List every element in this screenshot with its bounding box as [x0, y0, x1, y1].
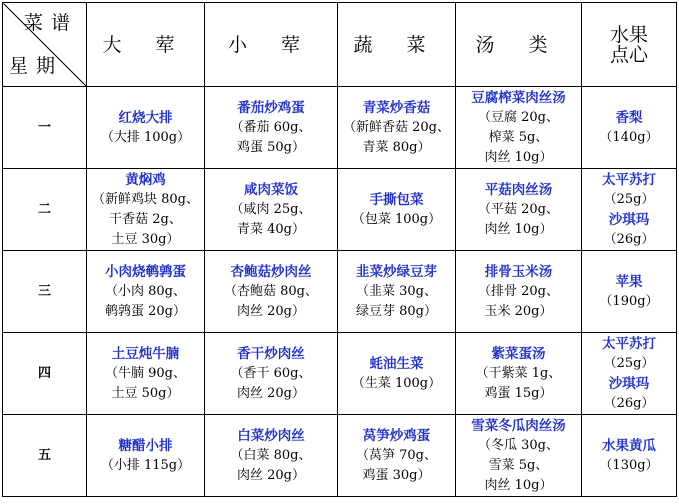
- soup-cell: [456, 251, 582, 333]
- soup-cell: [456, 415, 582, 497]
- ingredient-line: 青菜 80g）: [362, 139, 431, 155]
- ingredient-line: 玉米 20g）: [484, 303, 553, 319]
- column-header-main-meat: 大 荤: [87, 3, 205, 87]
- day-row: [3, 251, 677, 333]
- vegetable-cell: [338, 169, 456, 251]
- ingredient-line: （杏鲍菇 80g、: [224, 283, 318, 299]
- dish-name: 莴笋炒鸡蛋: [362, 427, 431, 444]
- fruit-snack-cell: [582, 333, 677, 415]
- dish-name: 红烧大排: [118, 109, 173, 126]
- corner-label-menu: 菜谱: [23, 12, 78, 34]
- day-label: 三: [3, 251, 87, 333]
- ingredient-line: （咸肉 25g、: [230, 201, 312, 217]
- soup-cell: [456, 333, 582, 415]
- ingredient-line: 鸡蛋 15g）: [484, 385, 553, 401]
- ingredient-line: 肉丝 10g）: [484, 149, 553, 165]
- ingredient-line: 鸡蛋 30g）: [362, 467, 431, 483]
- ingredient-line: （豆腐 20g、: [478, 109, 559, 125]
- ingredient-line: 榨菜 5g、: [488, 129, 549, 145]
- ingredient-line: 肉丝 20g）: [237, 467, 305, 483]
- ingredient-line: 肉丝 20g）: [237, 385, 305, 401]
- dish-name: 小肉烧鹌鹑蛋: [105, 263, 186, 280]
- dish-name: 白菜炒肉丝: [237, 427, 305, 444]
- ingredient-line: （干紫菜 1g、: [475, 365, 562, 381]
- dish-name: 紫菜蛋汤: [491, 345, 546, 362]
- ingredient-line: 青菜 40g）: [237, 221, 305, 237]
- side-meat-cell: [205, 415, 338, 497]
- ingredient-line: 土豆 30g）: [111, 231, 180, 247]
- ingredient-line: （香干 60g、: [230, 365, 312, 381]
- fruit-snack-cell: [582, 415, 677, 497]
- corner-header-cell: [3, 3, 87, 87]
- ingredient-line: （新鲜香菇 20g、: [343, 119, 450, 135]
- ingredient-line: （25g）: [603, 355, 655, 371]
- dish-name: 青菜炒香菇: [362, 99, 431, 116]
- fruit-snack-cell: [582, 87, 677, 169]
- dish-name: 香干炒肉丝: [237, 345, 305, 362]
- dish-name: 太平苏打: [602, 335, 656, 352]
- corner-label-weekday: 星期: [9, 55, 64, 77]
- dish-name: 糖醋小排: [118, 437, 173, 454]
- main-meat-cell: [87, 87, 205, 169]
- ingredient-line: 土豆 50g）: [111, 385, 180, 401]
- main-meat-cell: [87, 333, 205, 415]
- ingredient-line: （26g）: [603, 395, 655, 411]
- ingredient-line: 肉丝 20g）: [237, 303, 305, 319]
- dish-name: 香梨: [615, 109, 643, 126]
- ingredient-line: （大排 100g）: [100, 129, 191, 145]
- main-meat-cell: [87, 251, 205, 333]
- ingredient-line: 肉丝 10g）: [484, 477, 553, 493]
- day-label: 五: [3, 415, 87, 497]
- side-meat-cell: [205, 169, 338, 251]
- ingredient-line: （26g）: [603, 231, 655, 247]
- dish-name: 沙琪玛: [608, 375, 650, 392]
- ingredient-line: （25g）: [603, 191, 655, 207]
- day-row: [3, 87, 677, 169]
- vegetable-cell: [338, 87, 456, 169]
- soup-cell: [456, 169, 582, 251]
- header-row: [3, 3, 677, 87]
- dish-name: 水果黄瓜: [602, 437, 656, 454]
- dish-name: 苹果: [615, 273, 643, 290]
- ingredient-line: 干香菇 2g、: [109, 211, 182, 227]
- vegetable-cell: [338, 333, 456, 415]
- ingredient-line: （130g）: [599, 457, 659, 473]
- column-header-side-meat: 小 荤: [205, 3, 338, 87]
- column-header-vegetable: 蔬 菜: [338, 3, 456, 87]
- ingredient-line: （排骨 20g、: [478, 283, 559, 299]
- ingredient-line: （140g）: [599, 129, 659, 145]
- ingredient-line: （冬瓜 30g、: [478, 437, 559, 453]
- ingredient-line: （小排 115g）: [100, 457, 191, 473]
- day-label: 一: [3, 87, 87, 169]
- dish-name: 手撕包菜: [369, 191, 424, 208]
- ingredient-line: （牛腩 90g、: [105, 365, 186, 381]
- ingredient-line: （生菜 100g）: [351, 375, 442, 391]
- ingredient-line: （番茄 60g、: [230, 119, 312, 135]
- fruit-snack-cell: [582, 251, 677, 333]
- day-label: 二: [3, 169, 87, 251]
- dish-name: 沙琪玛: [608, 211, 650, 228]
- ingredient-line: 绿豆芽 80g）: [356, 303, 437, 319]
- dish-name: 雪菜冬瓜肉丝汤: [471, 417, 566, 434]
- ingredient-line: （白菜 80g、: [230, 447, 312, 463]
- ingredient-line: （小肉 80g、: [105, 283, 186, 299]
- vegetable-cell: [338, 251, 456, 333]
- dish-name: 黄焖鸡: [125, 171, 166, 188]
- day-row: [3, 169, 677, 251]
- column-header-fruit-snack: [582, 3, 677, 87]
- main-meat-cell: [87, 415, 205, 497]
- dish-name: 咸肉菜饭: [244, 181, 298, 198]
- dish-name: 排骨玉米汤: [484, 263, 553, 280]
- fruit-snack-cell: [582, 169, 677, 251]
- ingredient-line: 鸡蛋 50g）: [237, 139, 305, 155]
- ingredient-line: 鹌鹑蛋 20g）: [105, 303, 186, 319]
- ingredient-line: 肉丝 10g）: [484, 221, 553, 237]
- day-row: [3, 415, 677, 497]
- ingredient-line: 雪菜 5g、: [488, 457, 549, 473]
- fruit-header-line2: 点心: [609, 43, 648, 66]
- ingredient-line: （韭菜 30g、: [356, 283, 437, 299]
- ingredient-line: （莴笋 70g、: [356, 447, 437, 463]
- ingredient-line: （新鲜鸡块 80g、: [92, 191, 199, 207]
- column-header-soup: 汤 类: [456, 3, 582, 87]
- menu-body: [3, 87, 677, 497]
- dish-name: 番茄炒鸡蛋: [237, 99, 305, 116]
- ingredient-line: （190g）: [599, 293, 659, 309]
- dish-name: 韭菜炒绿豆芽: [356, 263, 437, 280]
- fruit-header-line1: 水果: [609, 23, 648, 46]
- weekly-menu-table: [2, 2, 677, 497]
- dish-name: 蚝油生菜: [369, 355, 424, 372]
- day-label: 四: [3, 333, 87, 415]
- dish-name: 豆腐榨菜肉丝汤: [471, 89, 566, 106]
- side-meat-cell: [205, 333, 338, 415]
- dish-name: 平菇肉丝汤: [484, 181, 553, 198]
- side-meat-cell: [205, 251, 338, 333]
- day-row: [3, 333, 677, 415]
- ingredient-line: （平菇 20g、: [478, 201, 559, 217]
- dish-name: 杏鲍菇炒肉丝: [230, 263, 312, 280]
- side-meat-cell: [205, 87, 338, 169]
- main-meat-cell: [87, 169, 205, 251]
- soup-cell: [456, 87, 582, 169]
- ingredient-line: （包菜 100g）: [351, 211, 442, 227]
- dish-name: 土豆炖牛腩: [111, 345, 180, 362]
- dish-name: 太平苏打: [602, 171, 656, 188]
- vegetable-cell: [338, 415, 456, 497]
